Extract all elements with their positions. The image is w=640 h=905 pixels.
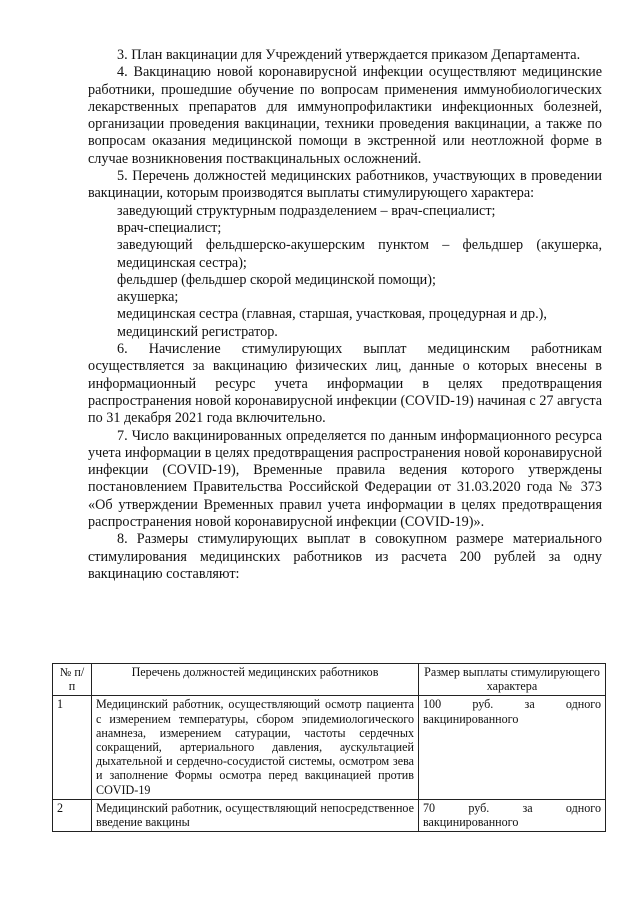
list-item: заведующий структурным подразделением – врач-специалист; (117, 202, 496, 219)
payments-table (52, 663, 606, 832)
paragraph-4: 4. Вакцинацию новой коронавирусной инфекции осуществляют медицинские работники, прошедшие обучение по вопросам применения иммунобиологических лекарственных препаратов для иммунопрофилактики инфекционных болезней, организации проведения вакцинации, техники проведения вакцинации, а также по вопросам оказания медицинской помощи в экстренной или неотложной форме в случае возникновения поствакцинальных осложнений. (88, 64, 602, 167)
list-item: медицинская сестра (главная, старшая, участковая, процедурная и др.), (117, 306, 547, 323)
paragraph-3: 3. План вакцинации для Учреждений утверждается приказом Департамента. (117, 47, 581, 63)
paragraph-7: 7. Число вакцинированных определяется по данным информационного ресурса учета информации в целях предотвращения распространения новой коронавирусной инфекции (COVID-19), Временные правила ведения которого утверждены постановлением Правительства Российской Федерации от 31.03.2020 года № 373 «Об утверждении Временных правил учета информации в целях предотвращения распространения новой коронавирусной инфекции (COVID-19)». (88, 427, 602, 531)
row-position: Медицинский работник, осуществляющий непосредственное введение вакцины (92, 799, 419, 831)
paragraph-8: 8. Размеры стимулирующих выплат в совокупном размере материального стимулирования медицинских работников из расчета 200 рублей за одну вакцинацию составляют: (88, 531, 602, 582)
row-number: 1 (53, 696, 92, 799)
list-item: врач-специалист; (117, 219, 222, 236)
row-position: Медицинский работник, осуществляющий осмотр пациента с измерением температуры, сбором эпидемиологического анамнеза, измерением сатурации, частоты сердечных сокращений, артериального давления, аускультацией дыхательной и сердечно-сосудистой системы, осмотром зева и заполнение Формы осмотра перед вакцинацией против COVID-19 (92, 696, 419, 799)
row-number: 2 (53, 799, 92, 831)
table-row (53, 696, 606, 799)
list-item: медицинский регистратор. (117, 323, 278, 340)
paragraph-6: 6. Начисление стимулирующих выплат медицинским работникам осуществляется за вакцинацию физических лиц, данные о которых внесены в информационный ресурс учета информации в целях предотвращения распространения новой коронавирусной инфекции (COVID-19) начиная с 27 августа по 31 декабря 2021 года включительно. (88, 341, 602, 427)
row-amount: 100 руб. за одного вакцинированного (419, 696, 606, 799)
positions-list (88, 203, 602, 341)
table-header-row (53, 664, 606, 696)
list-item: акушерка; (117, 289, 179, 306)
paragraph-5: 5. Перечень должностей медицинских работников, участвующих в проведении вакцинации, которым производятся выплаты стимулирующего характера: (88, 168, 602, 202)
list-item: заведующий фельдшерско-акушерским пунктом – фельдшер (акушерка, медицинская сестра); (117, 237, 602, 271)
list-item: фельдшер (фельдшер скорой медицинской помощи); (117, 271, 436, 288)
header-positions: Перечень должностей медицинских работников (92, 664, 419, 696)
table-row (53, 799, 606, 831)
header-amount: Размер выплаты стимулирующего характера (419, 664, 606, 696)
header-number: № п/п (53, 664, 92, 696)
document-body (88, 47, 602, 583)
row-amount: 70 руб. за одного вакцинированного (419, 799, 606, 831)
